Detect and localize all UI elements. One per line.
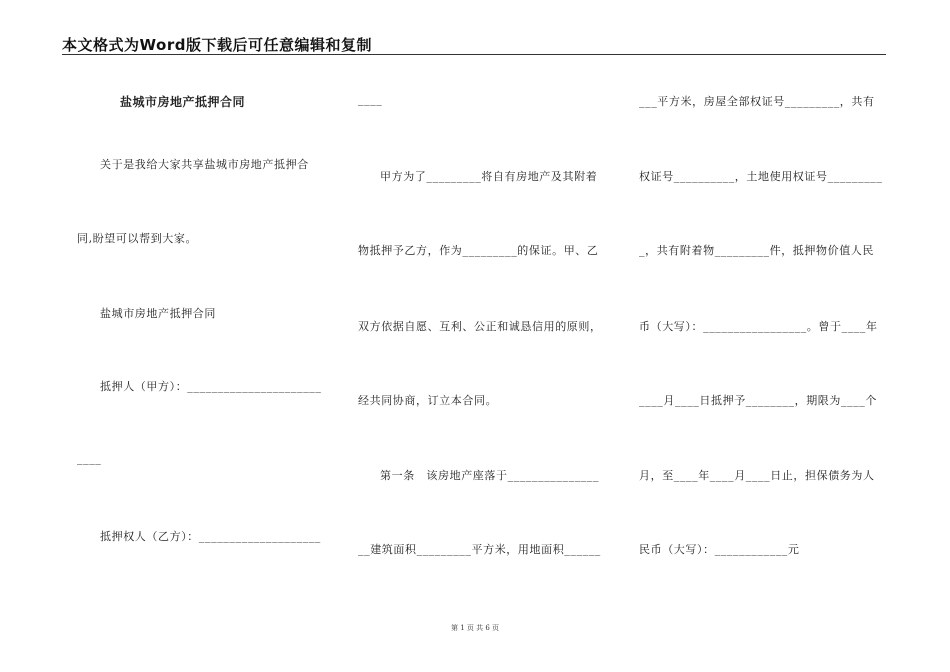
- mortgagor-field-continuation: ____: [77, 452, 102, 465]
- page-number: 第 1 页 共 6 页: [450, 624, 500, 632]
- article1-area: __建筑面积_________平方米，用地面积______: [358, 543, 601, 556]
- column2-line0: ____: [358, 93, 383, 106]
- column3-line1: ___平方米，房屋全部权证号_________，共有: [639, 95, 875, 108]
- column3-line4: 币（大写）：_________________。曾于____年: [639, 320, 878, 333]
- article1-location: 第一条 该房地产座落于_______________: [380, 469, 600, 482]
- header-divider: [62, 54, 886, 55]
- column2-line3: 双方依据自愿、互利、公正和诚恳信用的原则，: [358, 320, 602, 333]
- intro-text-line2: 同,盼望可以帮到大家。: [77, 232, 198, 245]
- intro-text-line1: 关于是我给大家共享盐城市房地产抵押合: [100, 158, 309, 171]
- mortgagee-field: 抵押权人（乙方）：____________________: [100, 530, 321, 543]
- column2-line1: 甲方为了_________将自有房地产及其附着: [380, 170, 598, 183]
- column2-line2: 物抵押予乙方，作为_________的保证。甲、乙: [358, 244, 599, 257]
- document-header-title: 本文格式为Word版下载后可任意编辑和复制: [62, 36, 372, 54]
- column3-line3: _，共有附着物_________件，抵押物价值人民: [639, 244, 874, 257]
- contract-subtitle: 盐城市房地产抵押合同: [100, 307, 216, 320]
- column3-line2: 权证号__________，土地使用权证号_________: [639, 170, 883, 183]
- column3-line5: ____月____日抵押予________，期限为____个: [639, 394, 877, 407]
- mortgagor-field: 抵押人（甲方）：______________________: [100, 380, 322, 393]
- column2-line4: 经共同协商，订立本合同。: [358, 394, 498, 407]
- column3-line6: 月，至____年____月____日止，担保债务为人: [639, 469, 875, 482]
- contract-title: 盐城市房地产抵押合同: [120, 95, 246, 109]
- column3-line7: 民币（大写）：____________元: [639, 543, 800, 556]
